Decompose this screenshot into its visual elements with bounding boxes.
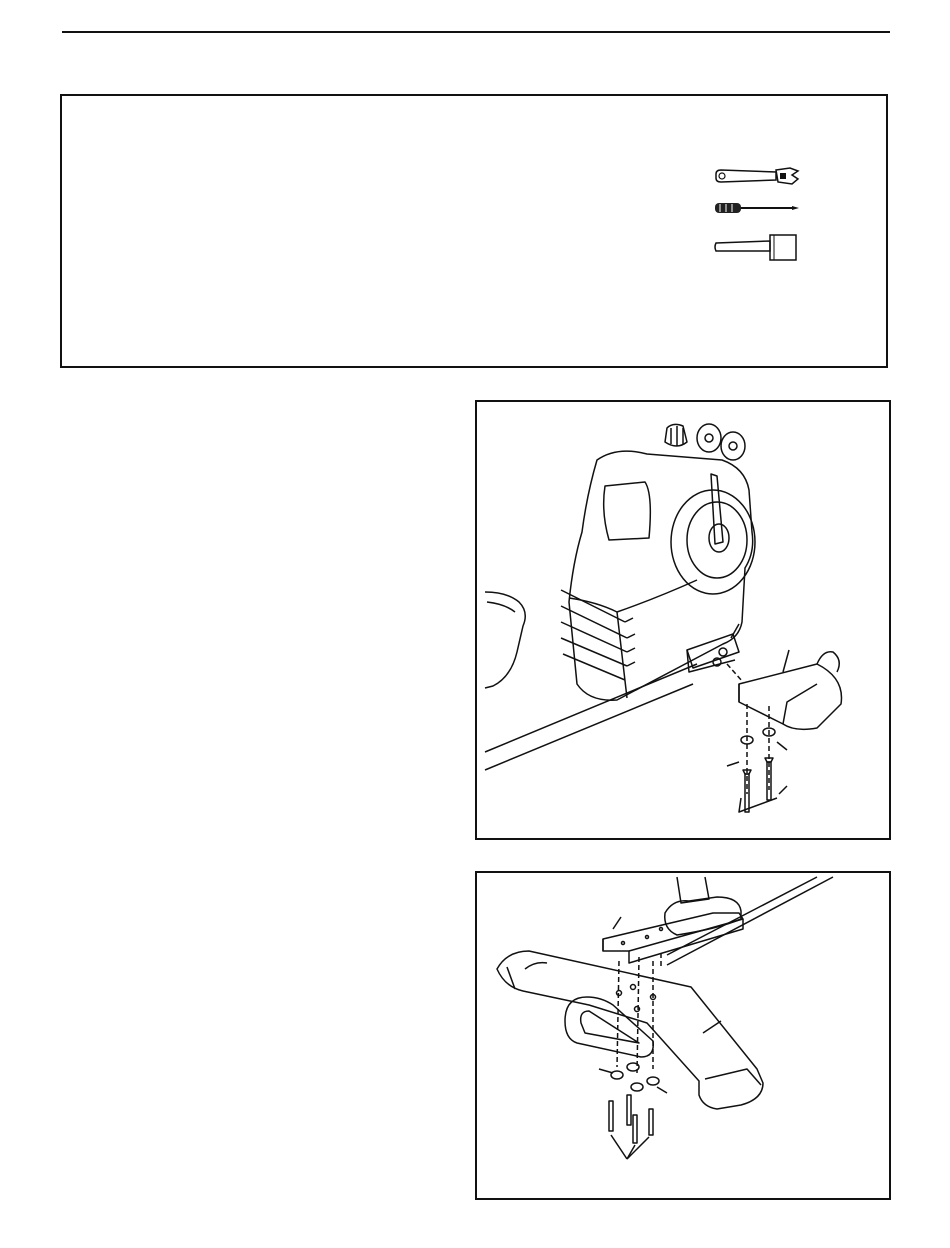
top-rule (62, 31, 890, 33)
mallet-icon (712, 232, 802, 264)
screwdriver-icon (712, 200, 802, 216)
front-stabilizer-assembly-drawing (475, 871, 891, 1200)
adjustable-wrench-icon (712, 166, 802, 188)
rear-stabilizer-assembly-drawing (475, 400, 891, 840)
tools-needed-box (60, 94, 888, 368)
